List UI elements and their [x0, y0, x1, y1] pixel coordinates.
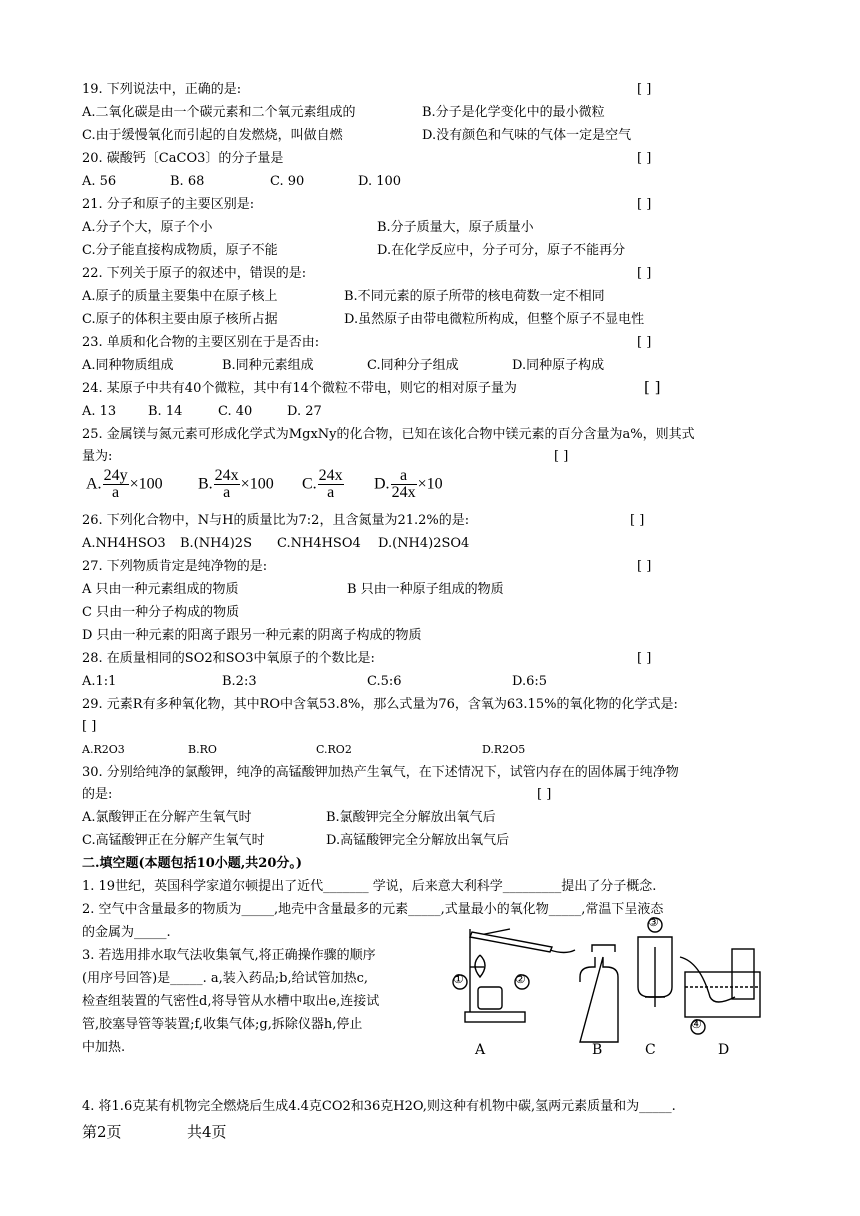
q25-option-c: C. $\frac{24x}{a}$ — [302, 467, 343, 501]
q20-bracket: [ ] — [637, 151, 652, 166]
q22-stem: 22. 下列关于原子的叙述中，错误的是: — [82, 266, 307, 281]
fill-q2-cont: 的金属为_____. — [82, 925, 171, 940]
q19-option-a: A.二氧化碳是由一个碳元素和二个氧元素组成的 — [82, 105, 356, 120]
label-b: B — [592, 1042, 603, 1058]
q20-option-d: D. 100 — [358, 174, 402, 189]
fill-q3-line3: 检查组装置的气密性d,将导管从水槽中取出e,连接试 — [82, 994, 380, 1009]
q25-stem: 25. 金属镁与氮元素可形成化学式为MgxNy的化合物，已知在该化合物中镁元素的百分含量为a%，则其式 — [82, 427, 695, 442]
q22-option-d: D.虽然原子由带电微粒所构成，但整个原子不显电性 — [344, 312, 645, 327]
label-c: C — [645, 1042, 656, 1058]
q27-option-b: B 只由一种原子组成的物质 — [347, 582, 504, 597]
q22-option-c: C.原子的体积主要由原子核所占据 — [82, 312, 278, 327]
marker-2: ② — [515, 972, 526, 986]
q23-option-c: C.同种分子组成 — [367, 358, 459, 373]
q23-stem: 23. 单质和化合物的主要区别在于是否由: — [82, 335, 320, 350]
q28-option-c: C.5:6 — [367, 674, 402, 689]
q20-option-c: C. 90 — [270, 174, 305, 189]
q25-option-d: D. $\frac{a}{24x}$ ×10 — [374, 467, 443, 501]
q22-option-b: B.不同元素的原子所带的核电荷数一定不相同 — [344, 289, 605, 304]
q20-stem: 20. 碳酸钙〔CaCO3〕的分子量是 — [82, 151, 284, 166]
q20-option-b: B. 68 — [170, 174, 205, 189]
fill-q3-line5: 中加热. — [82, 1040, 126, 1055]
label-d: D — [718, 1042, 730, 1058]
marker-4: ④ — [691, 1017, 702, 1031]
apparatus-figure — [440, 917, 780, 1062]
q20-option-a: A. 56 — [82, 174, 117, 189]
fill-q3-line1: 3. 若选用排水取气法收集氧气,将正确操作骤的顺序 — [82, 948, 376, 963]
apparatus-a — [453, 929, 575, 1022]
q30-option-a: A.氯酸钾正在分解产生氧气时 — [82, 810, 252, 825]
q25-option-a: A. $\frac{24y}{a}$ ×100 — [86, 467, 163, 501]
q26-option-b: B.(NH4)2S — [180, 536, 252, 551]
section-2-title: 二.填空题(本题包括10小题,共20分。) — [82, 856, 303, 871]
q21-option-c: C.分子能直接构成物质，原子不能 — [82, 243, 278, 258]
q19-stem: 19. 下列说法中，正确的是: — [82, 82, 242, 97]
q21-option-d: D.在化学反应中，分子可分，原子不能再分 — [377, 243, 626, 258]
q24-option-a: A. 13 — [82, 404, 117, 419]
apparatus-c — [638, 918, 672, 1007]
q30-option-b: B.氯酸钾完全分解放出氧气后 — [326, 810, 496, 825]
q28-option-d: D.6:5 — [512, 674, 548, 689]
fill-q1: 1. 19世纪，英国科学家道尔顿提出了近代_______ 学说，后来意大利科学_________提出了分子概念. — [82, 879, 657, 894]
q28-option-a: A.1:1 — [82, 674, 117, 689]
q21-bracket: [ ] — [637, 197, 652, 212]
q25-stem-cont: 量为: — [82, 449, 113, 464]
q30-bracket: [ ] — [537, 787, 552, 802]
q19-bracket: [ ] — [637, 82, 652, 97]
q29-option-b: B.RO — [188, 743, 217, 756]
q23-bracket: [ ] — [637, 335, 652, 350]
q30-option-d: D.高锰酸钾完全分解放出氧气后 — [326, 833, 510, 848]
q19-option-d: D.没有颜色和气味的气体一定是空气 — [422, 128, 632, 143]
q29-option-c: C.RO2 — [316, 743, 352, 756]
q22-bracket: [ ] — [637, 266, 652, 281]
q28-bracket: [ ] — [637, 651, 652, 666]
apparatus-diagram — [440, 917, 780, 1062]
q26-option-c: C.NH4HSO4 — [277, 536, 361, 551]
q24-option-c: C. 40 — [218, 404, 253, 419]
q29-option-a: A.R2O3 — [82, 743, 125, 756]
footer-total: 共4页 — [187, 1123, 227, 1141]
q19-option-c: C.由于缓慢氧化而引起的自发燃烧，叫做自燃 — [82, 128, 343, 143]
q19-option-b: B.分子是化学变化中的最小微粒 — [422, 105, 605, 120]
q26-stem: 26. 下列化合物中，N与H的质量比为7:2，且含氮量为21.2%的是: — [82, 513, 470, 528]
label-a: A — [475, 1042, 486, 1058]
marker-1: ① — [453, 972, 464, 986]
q21-option-a: A.分子个大，原子个小 — [82, 220, 213, 235]
q29-option-d: D.R2O5 — [482, 743, 526, 756]
q28-option-b: B.2:3 — [222, 674, 257, 689]
apparatus-b — [580, 945, 618, 1042]
q22-option-a: A.原子的质量主要集中在原子核上 — [82, 289, 278, 304]
q24-option-d: D. 27 — [287, 404, 322, 419]
fill-q2: 2. 空气中含量最多的物质为_____,地壳中含量最多的元素_____,式量最小的氧化物_____,常温下呈液态 — [82, 902, 664, 917]
q27-option-d: D 只由一种元素的阳离子跟另一种元素的阴离子构成的物质 — [82, 628, 422, 643]
q27-option-c: C 只由一种分子构成的物质 — [82, 605, 240, 620]
q27-option-a: A 只由一种元素组成的物质 — [82, 582, 239, 597]
q30-option-c: C.高锰酸钾正在分解产生氧气时 — [82, 833, 265, 848]
q28-stem: 28. 在质量相同的SO2和SO3中氧原子的个数比是: — [82, 651, 375, 666]
q26-option-d: D.(NH4)2SO4 — [378, 536, 470, 551]
q21-option-b: B.分子质量大，原子质量小 — [377, 220, 534, 235]
q30-stem-cont: 的是: — [82, 787, 113, 802]
q23-option-d: D.同种原子构成 — [512, 358, 605, 373]
q24-bracket: [ ] — [644, 378, 661, 396]
q25-option-b: B. $\frac{24x}{a}$ ×100 — [198, 467, 274, 501]
fill-q3-line2: (用序号回答)是_____. a,装入药品;b,给试管加热c, — [82, 971, 369, 986]
q26-option-a: A.NH4HSO3 — [82, 536, 166, 551]
q23-option-a: A.同种物质组成 — [82, 358, 174, 373]
q26-bracket: [ ] — [630, 513, 645, 528]
q29-bracket: [ ] — [82, 719, 97, 734]
q25-options — [82, 468, 522, 508]
q30-stem: 30. 分别给纯净的氯酸钾，纯净的高锰酸钾加热产生氧气，在下述情况下，试管内存在的固体属于纯净物 — [82, 765, 679, 780]
q27-stem: 27. 下列物质肯定是纯净物的是: — [82, 559, 268, 574]
q24-stem: 24. 某原子中共有40个微粒，其中有14个微粒不带电，则它的相对原子量为 — [82, 381, 517, 396]
footer-page: 第2页 — [82, 1123, 122, 1141]
fill-q4: 4. 将1.6克某有机物完全燃烧后生成4.4克CO2和36克H2O,则这种有机物中碳,氢两元素质量和为_____. — [82, 1099, 676, 1114]
q29-stem: 29. 元素R有多种氧化物，其中RO中含氧53.8%，那么式量为76，含氧为63.15%的氧化物的化学式是: — [82, 697, 678, 712]
q23-option-b: B.同种元素组成 — [222, 358, 314, 373]
q24-option-b: B. 14 — [148, 404, 183, 419]
q25-bracket: [ ] — [554, 449, 569, 464]
q21-stem: 21. 分子和原子的主要区别是: — [82, 197, 255, 212]
marker-3: ③ — [648, 915, 659, 929]
fill-q3-line4: 管,胶塞导管等装置;f,收集气体;g,拆除仪器h,停止 — [82, 1017, 363, 1032]
q27-bracket: [ ] — [637, 559, 652, 574]
